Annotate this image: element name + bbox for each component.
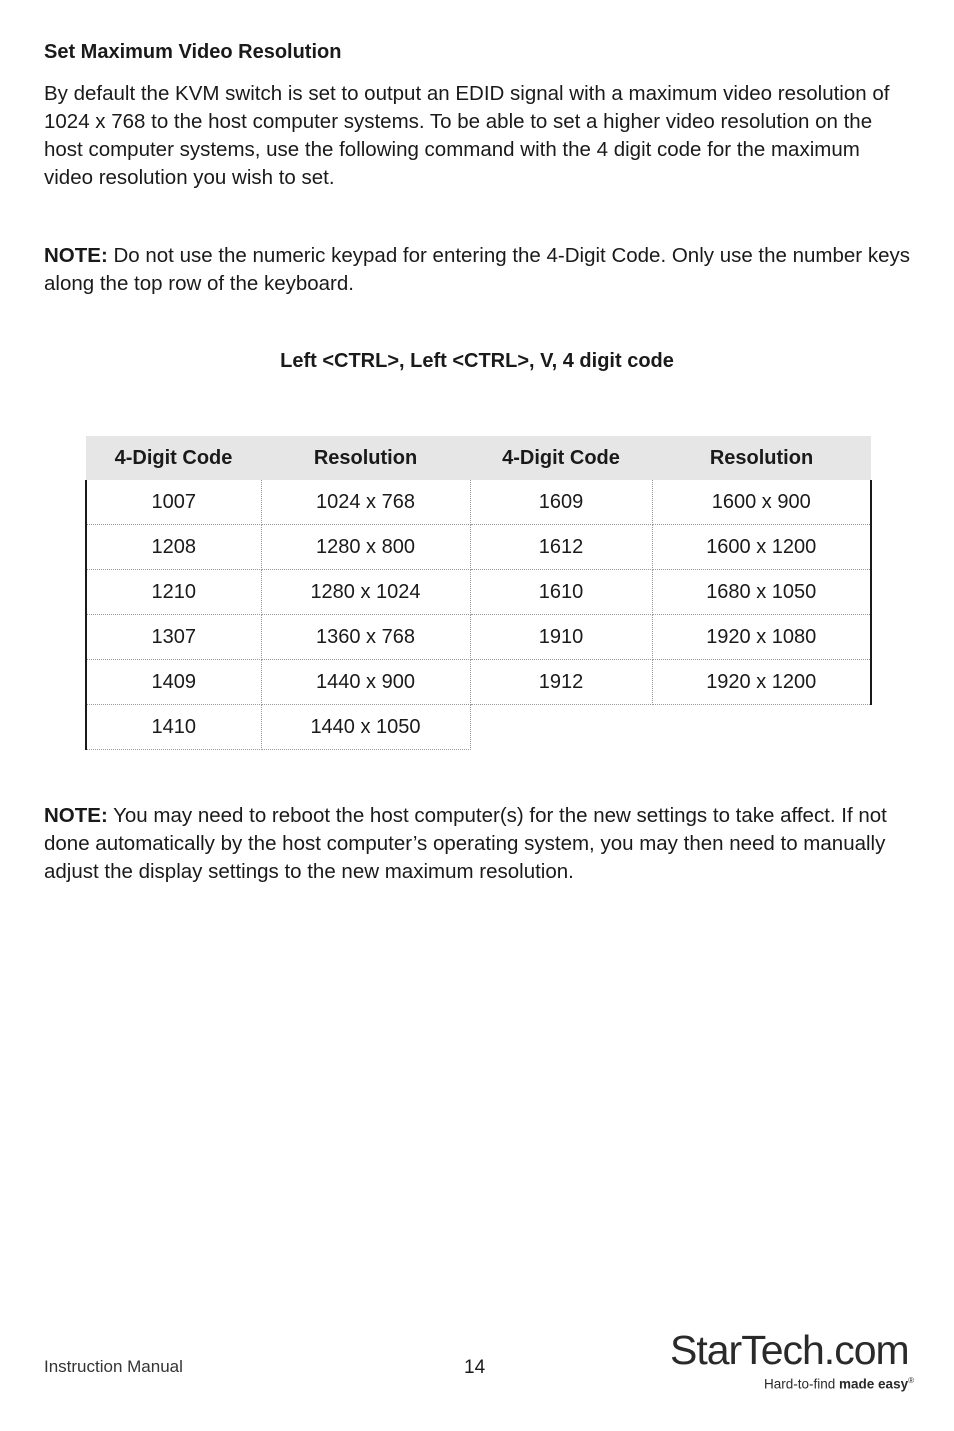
header-resolution-2: Resolution [652, 436, 871, 480]
note-reboot [44, 802, 912, 886]
code-cell: 1610 [470, 570, 652, 615]
resolution-cell: 1600 x 1200 [652, 525, 871, 570]
table-row [86, 570, 871, 615]
header-resolution-1: Resolution [261, 436, 470, 480]
page-number: 14 [464, 1357, 486, 1378]
code-cell: 1007 [86, 480, 261, 525]
note-text: You may need to reboot the host computer(s) for the new settings to take affect. If not done automatically by the host computer’s operating system, you may then need to manually adjust the display settings to the new maximum resolution. [44, 804, 887, 883]
footer-manual-label: Instruction Manual [44, 1357, 183, 1376]
resolution-cell: 1680 x 1050 [652, 570, 871, 615]
code-cell: 1409 [86, 660, 261, 705]
resolution-cell: 1024 x 768 [261, 480, 470, 525]
code-cell: 1612 [470, 525, 652, 570]
resolution-code-table [85, 436, 872, 750]
table-row [86, 660, 871, 705]
table-row [86, 615, 871, 660]
logo-tagline [764, 1376, 914, 1392]
empty-cell [470, 705, 652, 750]
resolution-cell: 1600 x 900 [652, 480, 871, 525]
note-label: NOTE: [44, 244, 108, 267]
code-cell: 1210 [86, 570, 261, 615]
startech-logo [670, 1328, 920, 1398]
code-cell: 1912 [470, 660, 652, 705]
header-code-2: 4-Digit Code [470, 436, 652, 480]
code-cell: 1910 [470, 615, 652, 660]
header-code-1: 4-Digit Code [86, 436, 261, 480]
note-keypad [44, 242, 912, 298]
table-header-row [86, 436, 871, 480]
logo-wordmark: StarTech.com [670, 1327, 909, 1373]
note-text: Do not use the numeric keypad for entering the 4-Digit Code. Only use the number keys along the top row of the keyboard. [44, 244, 910, 295]
code-cell: 1410 [86, 705, 261, 750]
command-sequence: Left <CTRL>, Left <CTRL>, V, 4 digit code [280, 350, 674, 372]
table-row [86, 525, 871, 570]
section-heading: Set Maximum Video Resolution [44, 41, 342, 63]
code-cell: 1307 [86, 615, 261, 660]
intro-paragraph: By default the KVM switch is set to output an EDID signal with a maximum video resolution of 1024 x 768 to the host computer systems. To be able to set a higher video resolution on the host computer systems, use the following command with the 4 digit code for the maximum video resolution you wish to set. [44, 82, 890, 189]
resolution-cell: 1280 x 800 [261, 525, 470, 570]
note-label: NOTE: [44, 804, 108, 827]
code-cell: 1609 [470, 480, 652, 525]
resolution-cell: 1440 x 900 [261, 660, 470, 705]
resolution-cell: 1440 x 1050 [261, 705, 470, 750]
resolution-cell: 1360 x 768 [261, 615, 470, 660]
resolution-cell: 1920 x 1200 [652, 660, 871, 705]
table-row [86, 705, 871, 750]
resolution-cell: 1920 x 1080 [652, 615, 871, 660]
tagline-bold: made easy [839, 1376, 909, 1392]
code-cell: 1208 [86, 525, 261, 570]
resolution-cell: 1280 x 1024 [261, 570, 470, 615]
table-row [86, 480, 871, 525]
registered-mark: ® [908, 1376, 914, 1385]
empty-cell [652, 705, 871, 750]
tagline-plain: Hard-to-find [764, 1376, 840, 1392]
